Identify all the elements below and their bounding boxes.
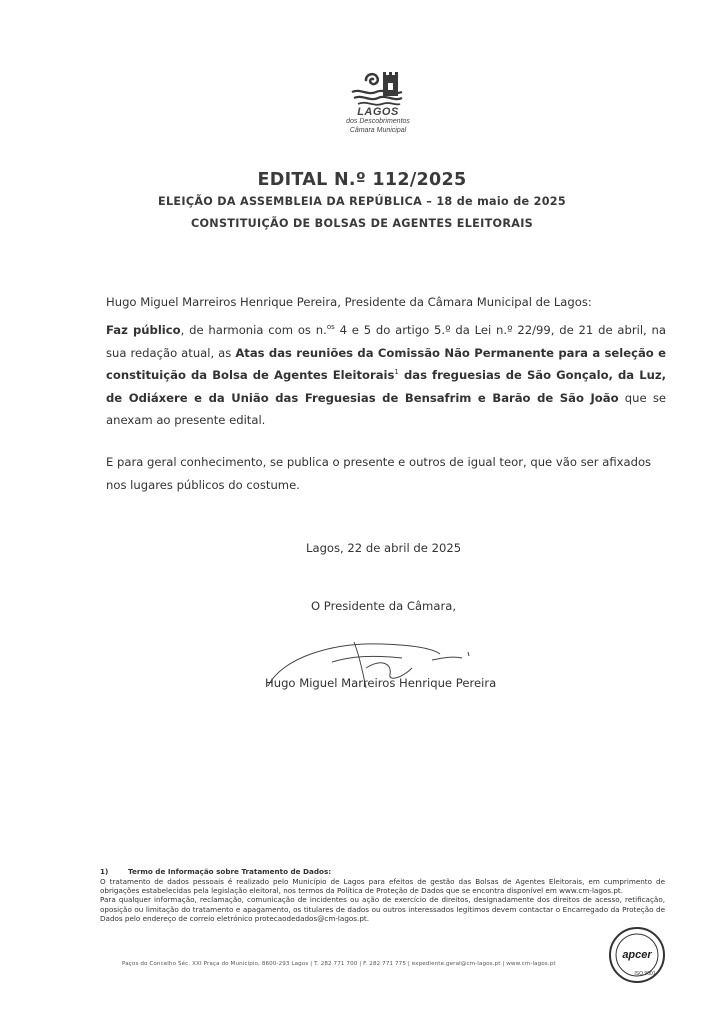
faz-publico-text: Faz público [106, 323, 181, 337]
atas-text: Atas das reuniões da Comissão Não Permanente para a seleção e constituição da Bolsa de Agentes Eleitorais [106, 345, 666, 383]
certification-seal [603, 925, 671, 985]
footnote-number: 1) [100, 867, 109, 876]
municipality-logo [328, 66, 428, 138]
footnote-title: Termo de Informação sobre Tratamento de Dados: [128, 867, 332, 876]
footnote-body [100, 877, 665, 923]
paragraph-text: que se anexam ao presente edital. [106, 390, 666, 428]
closing-paragraph: E para geral conhecimento, se publica o presente e outros de igual teor, que vão ser afixados nos lugares públicos do costume. [106, 455, 652, 492]
cert-label: apcer [622, 949, 652, 961]
freguesias-text: das freguesias de São Gonçalo, da Luz, de Odiáxere e da União das Freguesias de Bensafrim e Barão de São João [106, 368, 666, 405]
paragraph-text: , de harmonia com os n. [180, 323, 327, 337]
lagos-emblem-icon [328, 66, 428, 108]
logo-tagline: dos Descobrimentos [346, 118, 410, 125]
edital-title: EDITAL N.º 112/2025 [257, 170, 467, 190]
footnote-text: Para qualquer informação, reclamação, comunicação de incidentes ou ação de exercício de direitos, designadamente dos direitos de acesso, retificação, oposição ou limitação do tratamento e apagamento, os titulares de dados ou outros interessados legítimos devem contactar o Encarregado da Proteção de Dados pelo endereço de correio eletrónico protecaodedados@cm-lagos.pt. [100, 895, 665, 923]
main-paragraph [106, 319, 666, 432]
election-subtitle: ELEIÇÃO DA ASSEMBLEIA DA REPÚBLICA – 18 de maio de 2025 [158, 195, 566, 208]
footer-address: Paços do Concelho Séc. XXI Praça do Município, 8600-293 Lagos | T. 282 771 700 | F. 282 771 775 | expediente.geral@cm-lagos.pt | www.cm-lagos.pt [122, 961, 556, 967]
logo-org: Câmara Municipal [349, 127, 407, 134]
president-name: Hugo Miguel Marreiros Henrique Pereira [265, 676, 497, 690]
paragraph-text: 4 e 5 do artigo 5.º da Lei n.º 22/99, de 21 de abril, na sua redação atual, as [106, 323, 666, 360]
intro-paragraph: Hugo Miguel Marreiros Henrique Pereira, Presidente da Câmara Municipal de Lagos: [106, 295, 592, 309]
cert-code: ISO 9001 [634, 971, 656, 977]
place-date: Lagos, 22 de abril de 2025 [306, 541, 462, 555]
logo-name: LAGOS [357, 106, 399, 118]
footnote-heading [100, 867, 665, 876]
footnote-text: O tratamento de dados pessoais é realizado pelo Município de Lagos para efeitos de gestão das Bolsas de Agentes Eleitorais, em cumprimento de obrigações estabelecidas pela legislação eleitoral, nos termos da Política de Proteção de Dados que se encontra disponível em www.cm-lagos.pt. [100, 877, 665, 896]
superscript-os: os [326, 323, 335, 332]
constitution-subtitle: CONSTITUIÇÃO DE BOLSAS DE AGENTES ELEITORAIS [190, 217, 534, 230]
footnote-ref: 1 [394, 368, 399, 377]
president-role: O Presidente da Câmara, [311, 599, 457, 613]
